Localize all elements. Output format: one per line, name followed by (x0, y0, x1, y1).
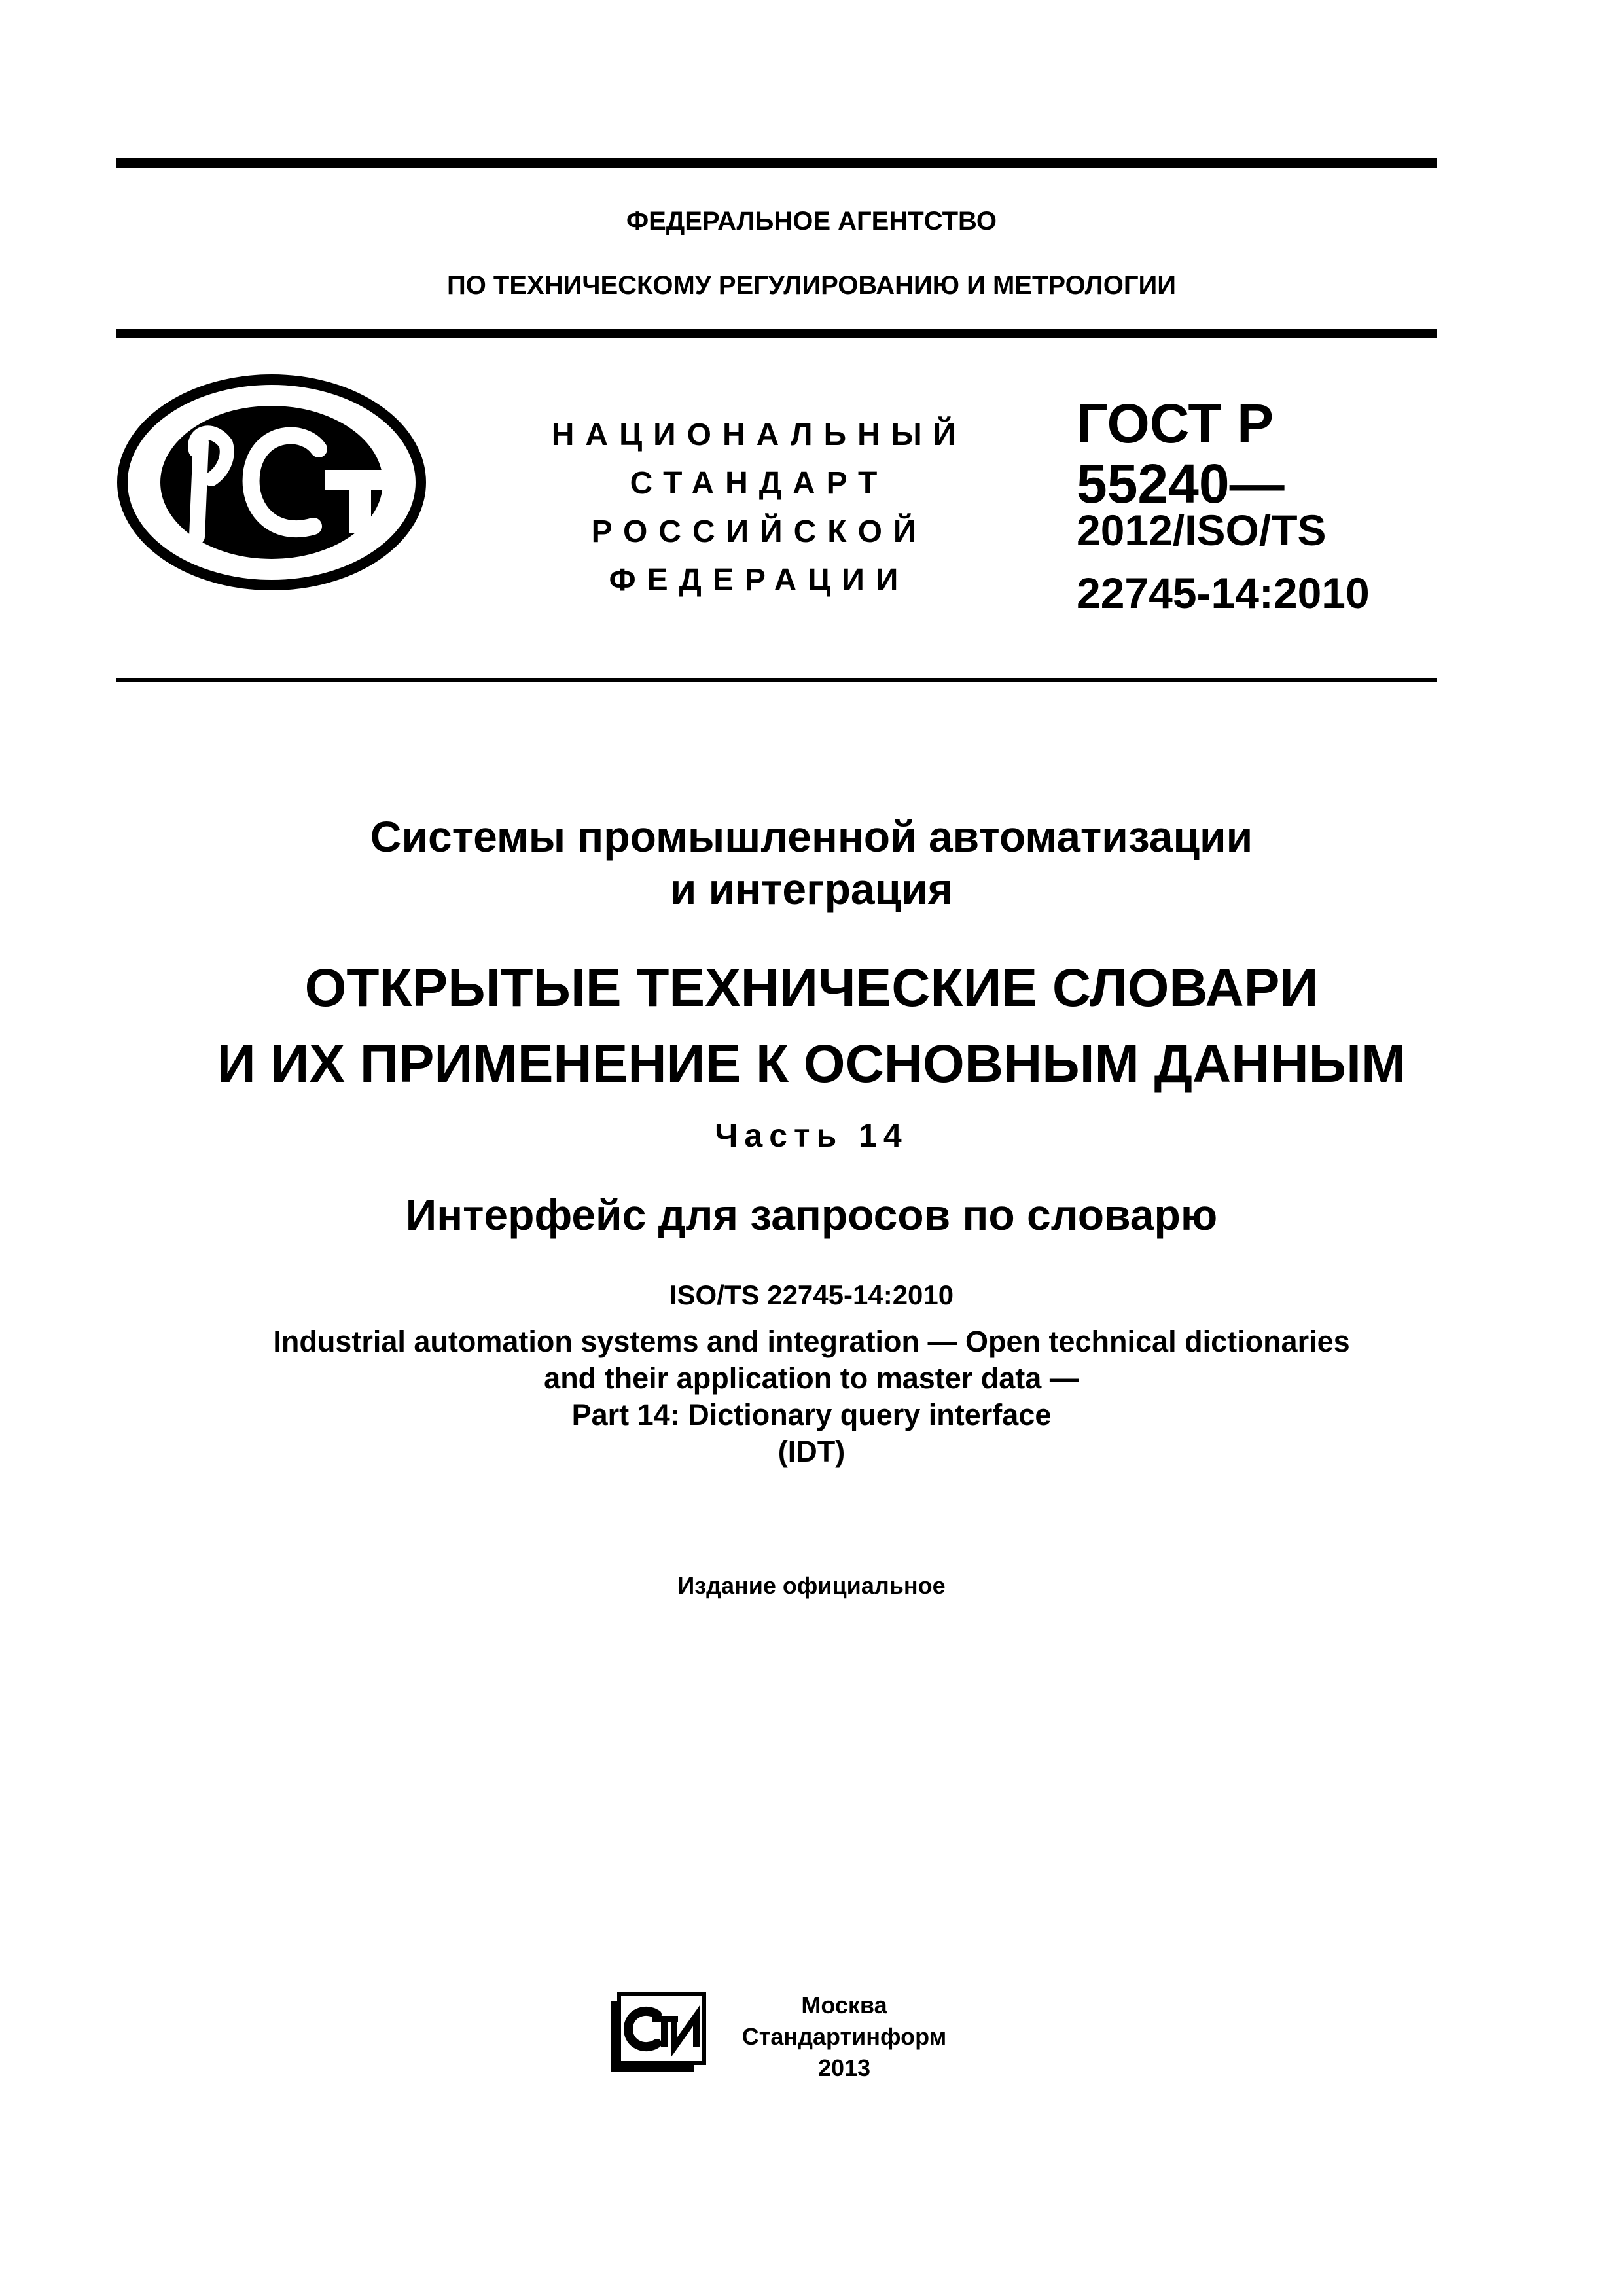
series-title (0, 810, 1623, 915)
header-bottom-rule (116, 678, 1437, 682)
iso-reference: ISO/TS 22745-14:2010 (669, 1280, 954, 1310)
national-standard-line: ФЕДЕРАЦИИ (609, 563, 910, 598)
english-title (0, 1323, 1623, 1470)
standartinform-logo-icon (609, 1990, 707, 2075)
agency-line-1: ФЕДЕРАЛЬНОЕ АГЕНТСТВО (626, 207, 997, 236)
designation-line: 55240— (1077, 453, 1285, 514)
national-standard-line: РОССИЙСКОЙ (591, 514, 927, 549)
series-title-line: Системы промышленной автоматизации (370, 812, 1253, 861)
national-standard-line: СТАНДАРТ (630, 466, 889, 501)
subtitle: Интерфейс для запросов по словарю (405, 1191, 1218, 1239)
publisher-year: 2013 (817, 2054, 871, 2081)
english-title-line: Industrial automation systems and integration — Open technical dictionaries (273, 1325, 1350, 1358)
publisher-info (713, 1990, 975, 2084)
main-title-line: ОТКРЫТЫЕ ТЕХНИЧЕСКИЕ СЛОВАРИ (304, 958, 1319, 1018)
agency-rule (116, 329, 1437, 338)
designation-line: 22745-14:2010 (1077, 569, 1370, 617)
agency-line-2: ПО ТЕХНИЧЕСКОМУ РЕГУЛИРОВАНИЮ И МЕТРОЛОГИИ (446, 271, 1177, 300)
publisher-city: Москва (801, 1992, 887, 2018)
english-title-line: Part 14: Dictionary query interface (571, 1398, 1052, 1431)
series-title-line: и интеграция (669, 865, 954, 913)
english-title-line: (IDT) (777, 1435, 846, 1468)
english-title-line: and their application to master data — (544, 1361, 1079, 1395)
rst-mark-logo-icon (115, 372, 429, 593)
main-title-line: И ИХ ПРИМЕНЕНИЕ К ОСНОВНЫМ ДАННЫМ (217, 1034, 1406, 1094)
part-number: Часть 14 (715, 1117, 908, 1154)
publisher-name: Стандартинформ (741, 2023, 947, 2050)
national-standard-line: НАЦИОНАЛЬНЫЙ (551, 418, 967, 452)
top-rule (116, 158, 1437, 168)
national-standard-label (537, 411, 982, 605)
main-title (0, 950, 1623, 1102)
designation-line: 2012/ISO/TS (1077, 506, 1327, 554)
edition-note: Издание официальное (677, 1572, 946, 1599)
designation-line: ГОСТ Р (1077, 393, 1274, 454)
